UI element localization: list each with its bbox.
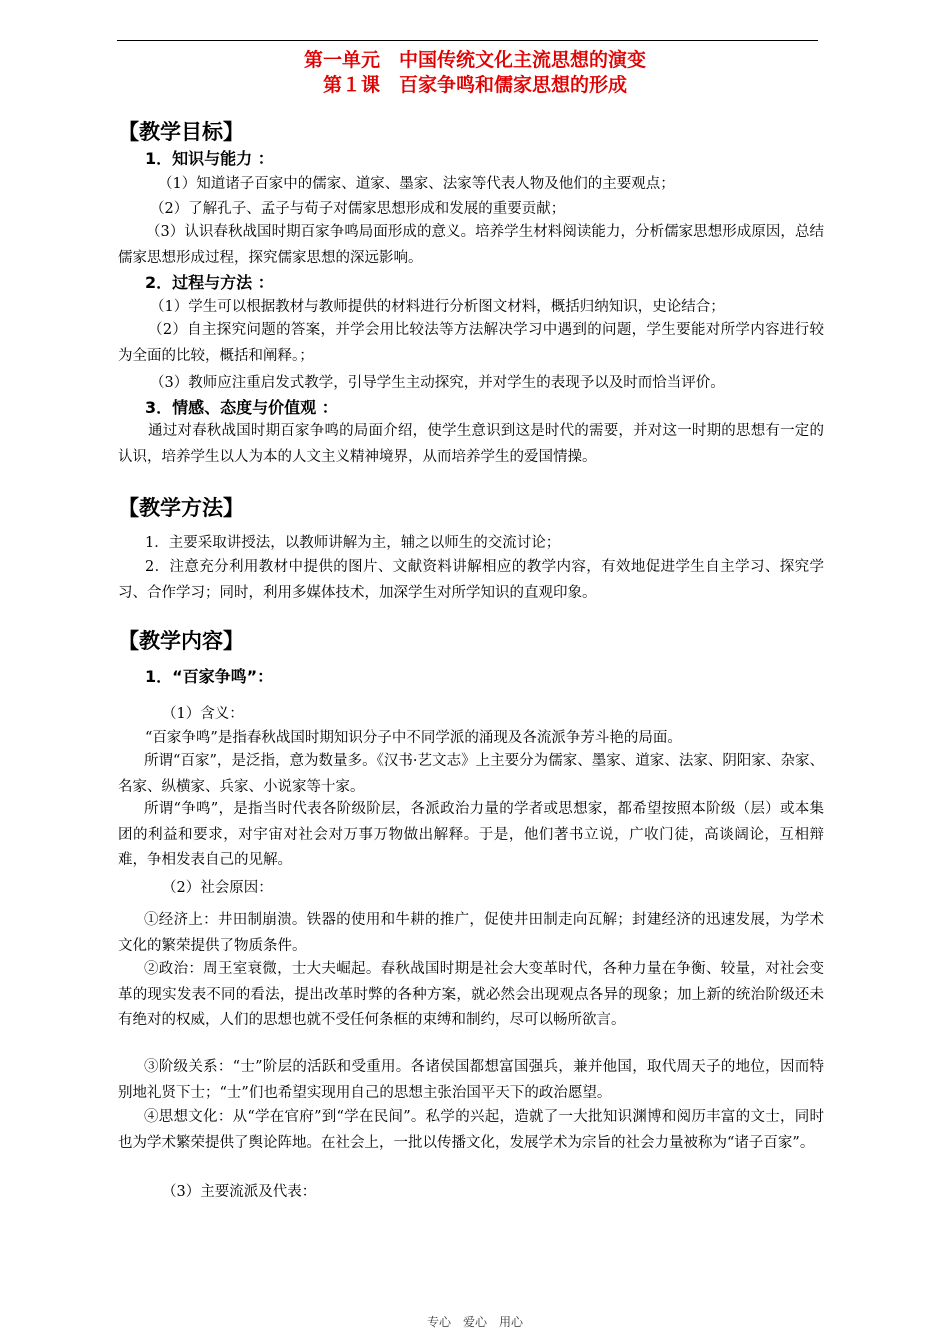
methods-item-1: 1．主要采取讲授法，以教师讲解为主，辅之以师生的交流讨论； — [145, 535, 561, 551]
header-rule — [117, 40, 818, 41]
meaning-paragraph-1: “百家争鸣”是指春秋战国时期知识分子中不同学派的涌现及各流派争芳斗艳的局面。 — [145, 730, 682, 746]
methods-heading: 【教学方法】 — [118, 496, 244, 520]
page-footer: 专心 爱心 用心 — [426, 1315, 523, 1329]
process-item-2: （2）自主探究问题的答案，并学会用比较法等方法解决学习中遇到的问题，学生要能对所学内容进行较为全面的比较，概括和阐释。； — [118, 322, 824, 364]
cause-3: ③阶级关系：“士”阶层的活跃和受重用。各诸侯国都想富国强兵，兼并他国，取代周天子的地位，因而特别地礼贤下士；“士”们也希望实现用自己的思想主张治国平天下的政治愿望。 — [118, 1059, 824, 1101]
lesson-title: 第１课 百家争鸣和儒家思想的形成 — [322, 74, 627, 96]
unit-title: 第一单元 中国传统文化主流思想的演变 — [303, 49, 646, 71]
cause-4: ④思想文化：从“学在官府”到“学在民间”。私学的兴起，造就了一大批知识渊博和阅历丰富的文士，同时也为学术繁荣提供了舆论阵地。在社会上，一批以传播文化，发展学术为宗旨的社会力量被称为“诸子百家”。 — [118, 1109, 824, 1151]
methods-item-2: 2．注意充分利用教材中提供的图片、文献资料讲解相应的教学内容，有效地促进学生自主学习、探究学习、合作学习；同时，利用多媒体技术，加深学生对所学知识的直观印象。 — [118, 559, 824, 601]
knowledge-item-2: （2）了解孔子、孟子与荀子对儒家思想形成和发展的重要贡献； — [150, 201, 566, 217]
values-heading: 3．情感、态度与价值观 ： — [145, 398, 338, 417]
knowledge-heading: 1．知识与能力 ： — [145, 149, 274, 168]
content-heading: 【教学内容】 — [118, 629, 244, 653]
objectives-heading: 【教学目标】 — [118, 120, 244, 144]
knowledge-item-1: （1）知道诸子百家中的儒家、道家、墨家、法家等代表人物及他们的主要观点； — [158, 176, 675, 192]
process-item-1: （1）学生可以根据教材与教师提供的材料进行分析图文材料，概括归纳知识，史论结合； — [150, 299, 725, 315]
content-section1-heading: 1．“百家争鸣”： — [145, 667, 274, 686]
cause-2: ②政治：周王室衰微，士大夫崛起。春秋战国时期是社会大变革时代，各种力量在争衡、较量，对社会变革的现实发表不同的看法，提出改革时弊的各种方案，就必然会出现观点各异的现象；加上新的统治阶级还未有绝对的权威，人们的思想也就不受任何条框的束缚和制约，尽可以畅所欲言。 — [118, 961, 824, 1028]
meaning-label: （1）含义： — [162, 706, 244, 722]
values-text: 通过对春秋战国时期百家争鸣的局面介绍，使学生意识到这是时代的需要，并对这一时期的思想有一定的认识，培养学生以人为本的人文主义精神境界，从而培养学生的爱国情操。 — [118, 423, 824, 465]
process-item-3: （3）教师应注重启发式教学，引导学生主动探究，并对学生的表现予以及时而恰当评价。 — [150, 375, 725, 391]
causes-label: （2）社会原因： — [162, 880, 273, 896]
process-heading: 2．过程与方法 ： — [145, 273, 274, 292]
knowledge-item-3: （3）认识春秋战国时期百家争鸣局面形成的意义。培养学生材料阅读能力，分析儒家思想形成原因，总结儒家思想形成过程，探究儒家思想的深远影响。 — [118, 224, 824, 266]
meaning-paragraph-2: 所谓“百家”，是泛指，意为数量多。《汉书·艺文志》上主要分为儒家、墨家、道家、法家、阴阳家、杂家、名家、纵横家、兵家、小说家等十家。 — [118, 753, 824, 795]
schools-label: （3）主要流派及代表： — [162, 1184, 317, 1200]
cause-1: ①经济上：井田制崩溃。铁器的使用和牛耕的推广，促使井田制走向瓦解；封建经济的迅速发展，为学术文化的繁荣提供了物质条件。 — [118, 912, 824, 954]
meaning-paragraph-3: 所谓“争鸣”，是指当时代表各阶级阶层，各派政治力量的学者或思想家，都希望按照本阶级（层）或本集团的利益和要求，对宇宙对社会对万事万物做出解释。于是，他们著书立说，广收门徒，高谈阔论，互相辩难，争相发表自己的见解。 — [118, 801, 824, 868]
